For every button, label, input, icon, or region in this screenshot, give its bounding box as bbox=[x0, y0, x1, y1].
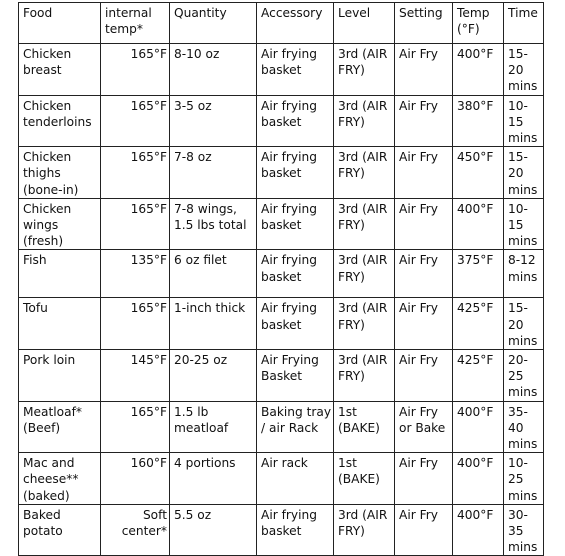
cell-setting: Air Fry bbox=[395, 95, 453, 147]
cell-internal-temp: Soft center* bbox=[101, 504, 170, 556]
cell-temp: 400°F bbox=[453, 198, 504, 250]
cell-internal-temp: 135°F bbox=[101, 250, 170, 298]
cell-accessory: Air frying basket bbox=[257, 504, 334, 556]
cell-quantity: 4 portions bbox=[170, 453, 257, 505]
cell-setting: Air Fry bbox=[395, 350, 453, 402]
header-time: Time bbox=[504, 3, 544, 44]
header-food: Food bbox=[19, 3, 101, 44]
header-temp: Temp (°F) bbox=[453, 3, 504, 44]
cell-temp: 425°F bbox=[453, 298, 504, 350]
cell-temp: 400°F bbox=[453, 44, 504, 96]
cell-accessory: Air frying basket bbox=[257, 298, 334, 350]
cell-food: Tofu bbox=[19, 298, 101, 350]
table-row bbox=[19, 298, 544, 350]
cell-time: 15-20 mins bbox=[504, 298, 544, 350]
cell-time: 30-35 mins bbox=[504, 504, 544, 556]
cell-setting: Air Fry bbox=[395, 298, 453, 350]
cell-quantity: 8-10 oz bbox=[170, 44, 257, 96]
cell-quantity: 3-5 oz bbox=[170, 95, 257, 147]
cell-level: 1st (BAKE) bbox=[334, 453, 395, 505]
cell-level: 1st (BAKE) bbox=[334, 401, 395, 453]
cell-internal-temp: 165°F bbox=[101, 95, 170, 147]
table-row bbox=[19, 44, 544, 96]
cell-setting: Air Fry bbox=[395, 44, 453, 96]
cell-food: Baked potato bbox=[19, 504, 101, 556]
cell-level: 3rd (AIR FRY) bbox=[334, 198, 395, 250]
header-level: Level bbox=[334, 3, 395, 44]
cell-accessory: Air Frying Basket bbox=[257, 350, 334, 402]
cell-temp: 450°F bbox=[453, 147, 504, 199]
cell-setting: Air Fry bbox=[395, 147, 453, 199]
cooking-chart-table bbox=[18, 2, 544, 556]
header-quantity: Quantity bbox=[170, 3, 257, 44]
cell-food: Fish bbox=[19, 250, 101, 298]
cell-internal-temp: 160°F bbox=[101, 453, 170, 505]
cell-temp: 375°F bbox=[453, 250, 504, 298]
cell-internal-temp: 165°F bbox=[101, 298, 170, 350]
cell-time: 8-12 mins bbox=[504, 250, 544, 298]
cell-quantity: 5.5 oz bbox=[170, 504, 257, 556]
cell-accessory: Baking tray / air Rack bbox=[257, 401, 334, 453]
cell-food: Mac and cheese** (baked) bbox=[19, 453, 101, 505]
cell-setting: Air Fry bbox=[395, 250, 453, 298]
cell-time: 15-20 mins bbox=[504, 44, 544, 96]
cell-accessory: Air frying basket bbox=[257, 250, 334, 298]
cell-internal-temp: 165°F bbox=[101, 44, 170, 96]
cell-setting: Air Fry bbox=[395, 198, 453, 250]
cell-time: 15-20 mins bbox=[504, 147, 544, 199]
header-internal-temp: internal temp* bbox=[101, 3, 170, 44]
cell-level: 3rd (AIR FRY) bbox=[334, 147, 395, 199]
header-accessory: Accessory bbox=[257, 3, 334, 44]
cell-food: Meatloaf* (Beef) bbox=[19, 401, 101, 453]
cell-quantity: 7-8 oz bbox=[170, 147, 257, 199]
cell-accessory: Air frying basket bbox=[257, 44, 334, 96]
cell-food: Chicken breast bbox=[19, 44, 101, 96]
cell-temp: 400°F bbox=[453, 504, 504, 556]
cell-food: Chicken wings (fresh) bbox=[19, 198, 101, 250]
table-row bbox=[19, 504, 544, 556]
table-row bbox=[19, 453, 544, 505]
cooking-table-container bbox=[18, 2, 544, 556]
cell-time: 10-15 mins bbox=[504, 95, 544, 147]
cell-food: Chicken thighs (bone-in) bbox=[19, 147, 101, 199]
cell-internal-temp: 165°F bbox=[101, 401, 170, 453]
cell-quantity: 7-8 wings, 1.5 lbs total bbox=[170, 198, 257, 250]
cell-accessory: Air frying basket bbox=[257, 147, 334, 199]
cell-temp: 400°F bbox=[453, 453, 504, 505]
table-row bbox=[19, 350, 544, 402]
table-row bbox=[19, 95, 544, 147]
table-row bbox=[19, 198, 544, 250]
cell-internal-temp: 165°F bbox=[101, 198, 170, 250]
cell-temp: 400°F bbox=[453, 401, 504, 453]
table-row bbox=[19, 401, 544, 453]
cell-internal-temp: 145°F bbox=[101, 350, 170, 402]
cell-level: 3rd (AIR FRY) bbox=[334, 250, 395, 298]
cell-setting: Air Fry bbox=[395, 453, 453, 505]
cell-food: Pork loin bbox=[19, 350, 101, 402]
cell-time: 35-40 mins bbox=[504, 401, 544, 453]
header-setting: Setting bbox=[395, 3, 453, 44]
cell-quantity: 1.5 lb meatloaf bbox=[170, 401, 257, 453]
cell-accessory: Air frying basket bbox=[257, 95, 334, 147]
table-body bbox=[19, 44, 544, 556]
cell-time: 20-25 mins bbox=[504, 350, 544, 402]
cell-accessory: Air frying basket bbox=[257, 198, 334, 250]
cell-temp: 425°F bbox=[453, 350, 504, 402]
cell-time: 10-25 mins bbox=[504, 453, 544, 505]
cell-internal-temp: 165°F bbox=[101, 147, 170, 199]
cell-food: Chicken tenderloins bbox=[19, 95, 101, 147]
header-row bbox=[19, 3, 544, 44]
cell-level: 3rd (AIR FRY) bbox=[334, 44, 395, 96]
cell-accessory: Air rack bbox=[257, 453, 334, 505]
table-row bbox=[19, 250, 544, 298]
cell-level: 3rd (AIR FRY) bbox=[334, 95, 395, 147]
cell-quantity: 6 oz filet bbox=[170, 250, 257, 298]
cell-temp: 380°F bbox=[453, 95, 504, 147]
cell-level: 3rd (AIR FRY) bbox=[334, 350, 395, 402]
cell-quantity: 1-inch thick bbox=[170, 298, 257, 350]
cell-quantity: 20-25 oz bbox=[170, 350, 257, 402]
cell-level: 3rd (AIR FRY) bbox=[334, 504, 395, 556]
cell-setting: Air Fry bbox=[395, 504, 453, 556]
cell-time: 10-15 mins bbox=[504, 198, 544, 250]
cell-setting: Air Fry or Bake bbox=[395, 401, 453, 453]
table-row bbox=[19, 147, 544, 199]
cell-level: 3rd (AIR FRY) bbox=[334, 298, 395, 350]
